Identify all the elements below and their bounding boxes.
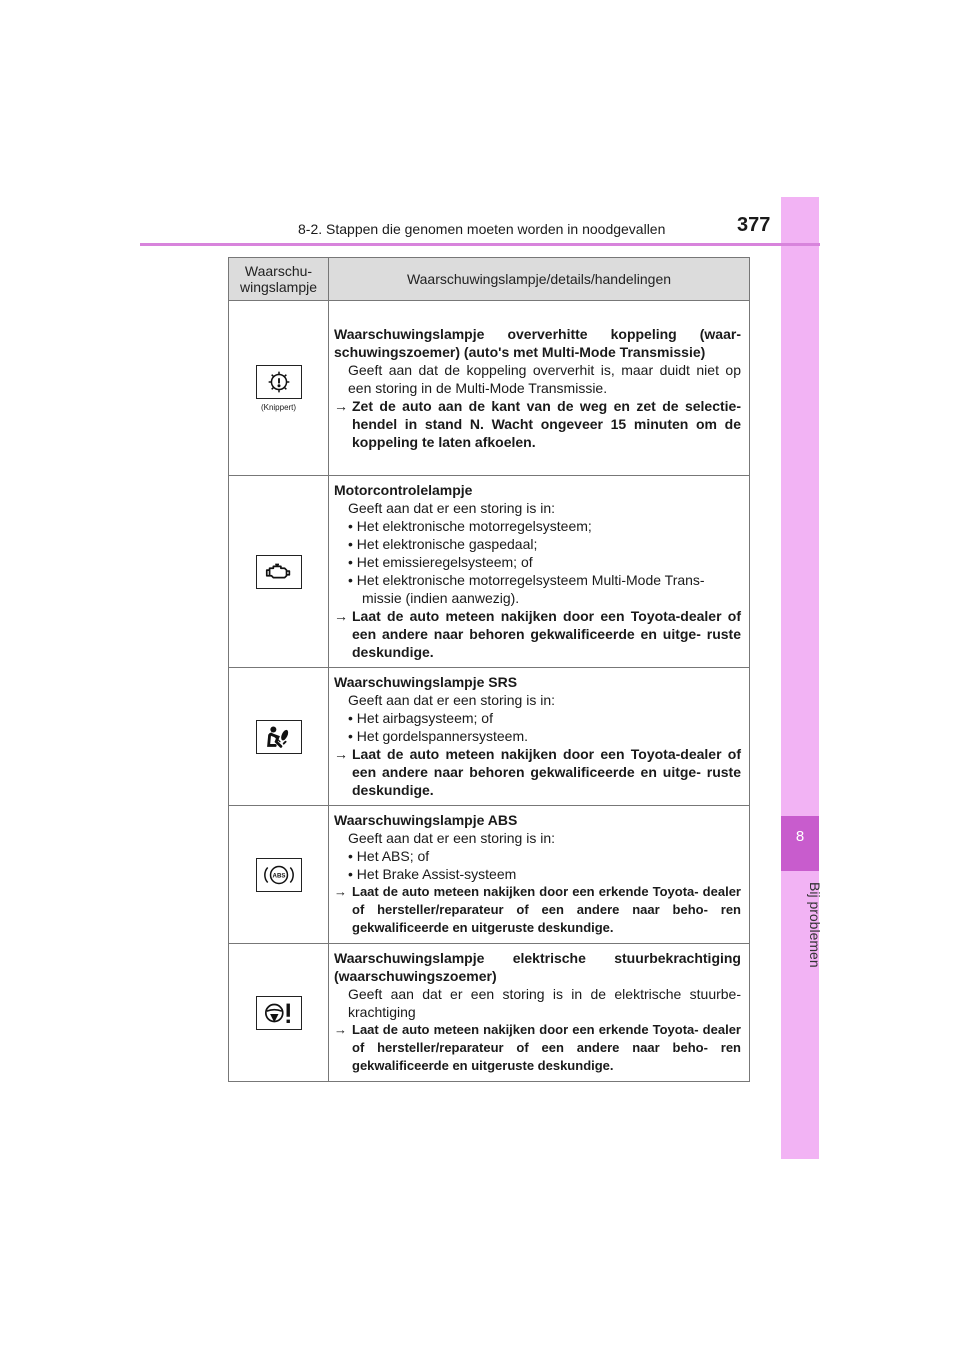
- table-row: [229, 944, 750, 1082]
- arrow-icon: →: [334, 397, 348, 414]
- entry-action: [334, 745, 741, 799]
- power-steering-warning-icon: [256, 996, 302, 1030]
- chapter-side-tab: [781, 197, 819, 1159]
- icon-cell: [229, 476, 329, 668]
- entry-description: Geeft aan dat er een storing is in:: [348, 692, 556, 708]
- details-cell: [329, 476, 750, 668]
- abs-icon: [256, 858, 302, 892]
- entry-description: Geeft aan dat er een storing is in:: [348, 500, 556, 516]
- details-cell: [329, 301, 750, 476]
- column-header-icon-line1: Waarschu-: [244, 263, 313, 279]
- entry-action-text: Laat de auto meteen nakijken door een erkende Toyota- dealer of hersteller/reparateur of een andere naar beho- ren gekwalificeerde en uitgeruste deskundige.: [352, 884, 741, 935]
- entry-description: Geeft aan dat er een storing is in de elektrische stuurbe- krachtiging: [348, 986, 741, 1020]
- icon-cell: [229, 806, 329, 944]
- table-row: [229, 476, 750, 668]
- section-title: 8-2. Stappen die genomen moeten worden in noodgevallen: [298, 221, 666, 237]
- entry-title: Motorcontrolelampje: [334, 482, 473, 498]
- entry-action-text: Laat de auto meteen nakijken door een Toyota-dealer of een andere naar behoren gekwalificeerde en uitge- ruste deskundige.: [352, 746, 741, 798]
- table-row: [229, 806, 750, 944]
- column-header-icon: [229, 258, 329, 301]
- list-item: • Het Brake Assist-systeem: [348, 865, 741, 883]
- entry-description: Geeft aan dat de koppeling oververhit is, maar duidt niet op een storing in de Multi-Mode Transmissie.: [348, 361, 741, 396]
- entry-title: Waarschuwingslampje ABS: [334, 812, 518, 828]
- entry-title: Waarschuwingslampje SRS: [334, 674, 518, 690]
- entry-action: [334, 397, 741, 451]
- list-item: • Het emissieregelsysteem; of: [348, 553, 741, 571]
- list-item: • Het elektronische motorregelsysteem;: [348, 517, 741, 535]
- abs-icon-label: ABS: [272, 871, 285, 879]
- details-cell: [329, 668, 750, 806]
- list-item: • Het ABS; of: [348, 847, 741, 865]
- header-rule: [140, 243, 820, 246]
- page-number: 377: [737, 214, 771, 236]
- chapter-number: 8: [795, 828, 805, 845]
- entry-action: [334, 883, 741, 937]
- icon-cell: [229, 944, 329, 1082]
- entry-title: Waarschuwingslampje elektrische stuurbekrachtiging (waarschuwingszoemer): [334, 950, 741, 984]
- entry-action-text: Laat de auto meteen nakijken door een erkende Toyota- dealer of hersteller/reparateur of een andere naar beho- ren gekwalificeerde en uitgeruste deskundige.: [352, 1022, 741, 1073]
- entry-title: Waarschuwingslampje oververhitte koppeling (waar- schuwingszoemer) (auto's met Multi-Mode Transmissie): [334, 325, 741, 360]
- list-item: • Het elektronische gaspedaal;: [348, 535, 741, 553]
- chapter-label: Bij problemen: [807, 882, 823, 968]
- clutch-gear-warning-icon: [256, 365, 302, 399]
- table-row: [229, 668, 750, 806]
- arrow-icon: →: [334, 884, 347, 899]
- entry-description: Geeft aan dat er een storing is in:: [348, 830, 556, 846]
- srs-airbag-icon: [256, 720, 302, 754]
- list-item: • Het elektronische motorregelsysteem Multi-Mode Trans- missie (indien aanwezig).: [348, 571, 741, 607]
- arrow-icon: →: [334, 746, 348, 762]
- list-item: • Het gordelspannersysteem.: [348, 727, 741, 745]
- arrow-icon: →: [334, 608, 348, 624]
- entry-bullet-list: [334, 709, 741, 745]
- arrow-icon: →: [334, 1022, 347, 1037]
- entry-bullet-list: [334, 847, 741, 883]
- icon-caption: (Knippert): [260, 402, 297, 412]
- list-item: • Het airbagsysteem; of: [348, 709, 741, 727]
- table-header-row: [229, 258, 750, 301]
- table-row: [229, 301, 750, 476]
- entry-action: [334, 1021, 741, 1075]
- entry-bullet-list: [334, 517, 741, 607]
- entry-action-text: Laat de auto meteen nakijken door een Toyota-dealer of een andere naar behoren gekwalificeerde en uitge- ruste deskundige.: [352, 608, 741, 660]
- column-header-icon-line2: wingslampje: [239, 279, 318, 295]
- details-cell: [329, 944, 750, 1082]
- details-cell: [329, 806, 750, 944]
- engine-check-icon: [256, 555, 302, 589]
- icon-cell: [229, 668, 329, 806]
- icon-cell: [229, 301, 329, 476]
- warning-lights-table: [228, 257, 750, 1082]
- entry-action: [334, 607, 741, 661]
- entry-action-text: Zet de auto aan de kant van de weg en zet de selectie- hendel in stand N. Wacht ongeveer 15 minuten om de koppeling te laten afkoelen.: [352, 397, 741, 450]
- column-header-details: Waarschuwingslampje/details/handelingen: [329, 258, 750, 301]
